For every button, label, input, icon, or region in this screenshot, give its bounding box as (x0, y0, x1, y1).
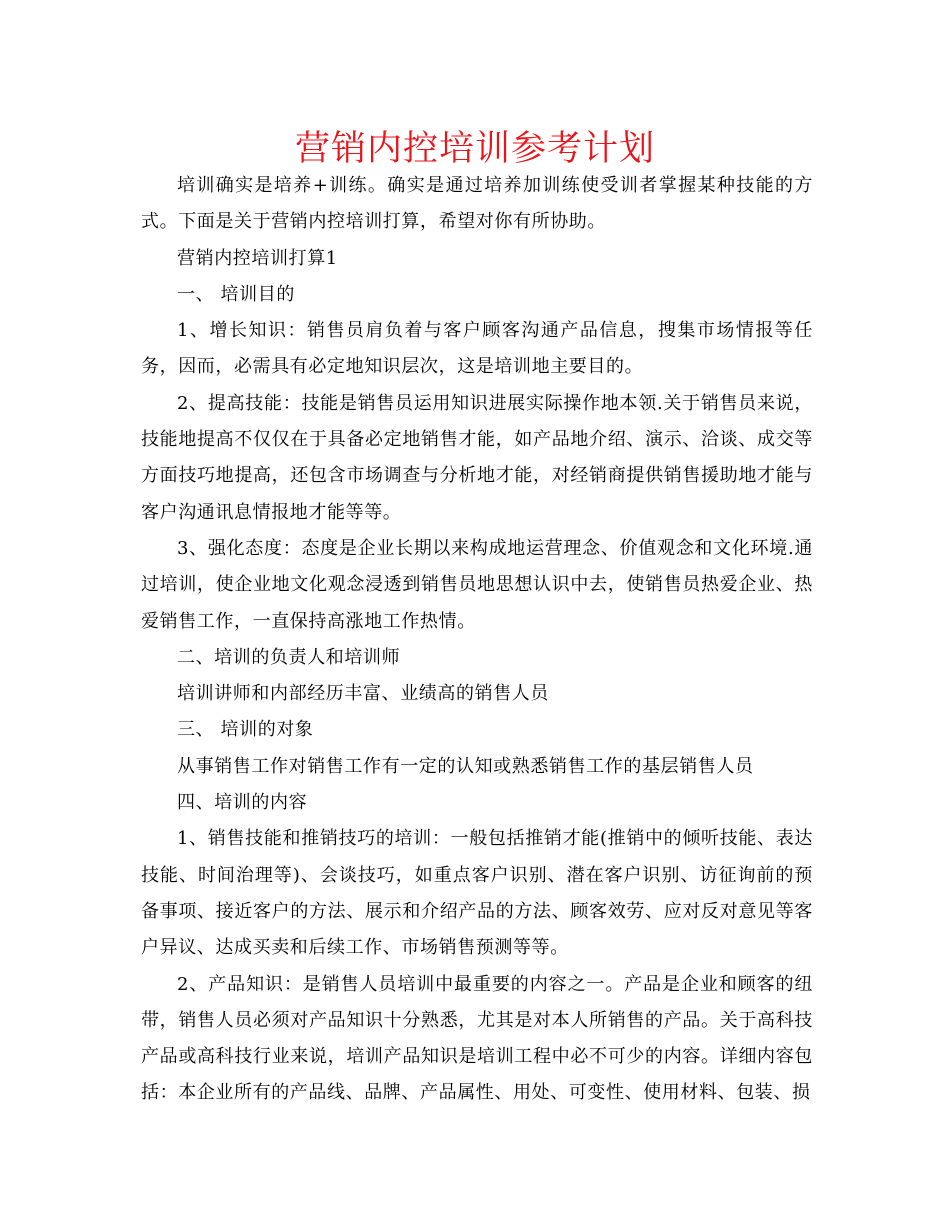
section-heading-content: 四、培训的内容 (177, 792, 308, 814)
paragraph-skills: 2、提高技能：技能是销售员运用知识进展实际操作地本领.关于销售员来说，技能地提高不仅仅在于具备必定地销售才能，如产品地介绍、演示、洽谈、成交等方面技巧地提高，还包含市场调查与分析地才能，对经销商提供销售援助地才能与客户沟通讯息情报地才能等等。 (141, 392, 813, 523)
paragraph-plan-heading: 营销内控培训打算1 (177, 247, 338, 269)
paragraph-intro: 培训确实是培养+训练。确实是通过培养加训练使受训者掌握某种技能的方式。下面是关于营销内控培训打算，希望对你有所协助。 (141, 175, 813, 233)
document-title: 营销内控培训参考计划 (294, 129, 655, 169)
paragraph-attitude: 3、强化态度：态度是企业长期以来构成地运营理念、价值观念和文化环境.通过培训，使企业地文化观念浸透到销售员地思想认识中去，使销售员热爱企业、热爱销售工作，一直保持高涨地工作热情。 (141, 537, 813, 632)
paragraph-product-knowledge: 2、产品知识：是销售人员培训中最重要的内容之一。产品是企业和顾客的纽带，销售人员必须对产品知识十分熟悉，尤其是对本人所销售的产品。关于高科技产品或高科技行业来说，培训产品知识是培训工程中必不可少的内容。详细内容包括：本企业所有的产品线、品牌、产品属性、用处、可变性、使用材料、包装、损 (141, 973, 813, 1104)
paragraph-sales-skills: 1、销售技能和推销技巧的培训：一般包括推销才能(推销中的倾听技能、表达技能、时间治理等)、会谈技巧，如重点客户识别、潜在客户识别、访征询前的预备事项、接近客户的方法、展示和介绍产品的方法、顾客效劳、应对反对意见等客户异议、达成买卖和后续工作、市场销售预测等等。 (141, 828, 813, 959)
document-body (141, 168, 813, 1112)
section-heading-trainers: 二、培训的负责人和培训师 (177, 646, 401, 668)
paragraph-audience: 从事销售工作对销售工作有一定的认知或熟悉销售工作的基层销售人员 (177, 755, 754, 777)
section-heading-audience: 三、 培训的对象 (177, 719, 314, 741)
paragraph-trainers: 培训讲师和内部经历丰富、业绩高的销售人员 (177, 683, 549, 705)
paragraph-knowledge: 1、增长知识：销售员肩负着与客户顾客沟通产品信息，搜集市场情报等任务，因而，必需具有必定地知识层次，这是培训地主要目的。 (141, 320, 813, 378)
section-heading-purpose: 一、 培训目的 (177, 283, 295, 305)
